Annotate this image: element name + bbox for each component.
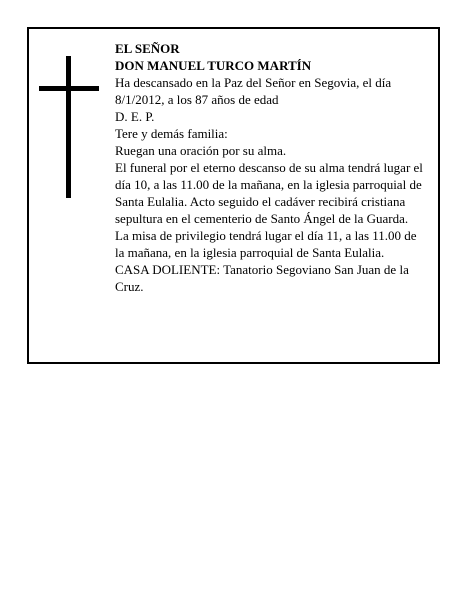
cross-icon [39,56,99,198]
obituary-notice [27,27,440,364]
cross-vertical-bar [66,56,71,198]
prayer-request: Ruegan una oración por su alma. [115,143,287,158]
cross-horizontal-bar [39,86,99,91]
deceased-name: DON MANUEL TURCO MARTÍN [115,58,312,73]
rip-abbreviation: D. E. P. [115,109,155,124]
death-announcement: Ha descansado en la Paz del Señor en Segovia, el día 8/1/2012, a los 87 años de edad [115,75,392,107]
notice-text [115,40,425,295]
mass-details: La misa de privilegio tendrá lugar el día 11, a las 11.00 de la mañana, en la iglesia parroquial de Santa Eulalia. [115,228,417,260]
funeral-details: El funeral por el eterno descanso de su alma tendrá lugar el día 10, a las 11.00 de la mañana, en la iglesia parroquial de Santa Eulalia. Acto seguido el cadáver recibirá cristiana sepultura en el cementerio de Santo Ángel de la Guarda. [115,160,423,226]
family-line: Tere y demás familia: [115,126,228,141]
mourning-house: CASA DOLIENTE: Tanatorio Segoviano San Juan de la Cruz. [115,262,409,294]
notice-title-line1: EL SEÑOR [115,41,180,56]
